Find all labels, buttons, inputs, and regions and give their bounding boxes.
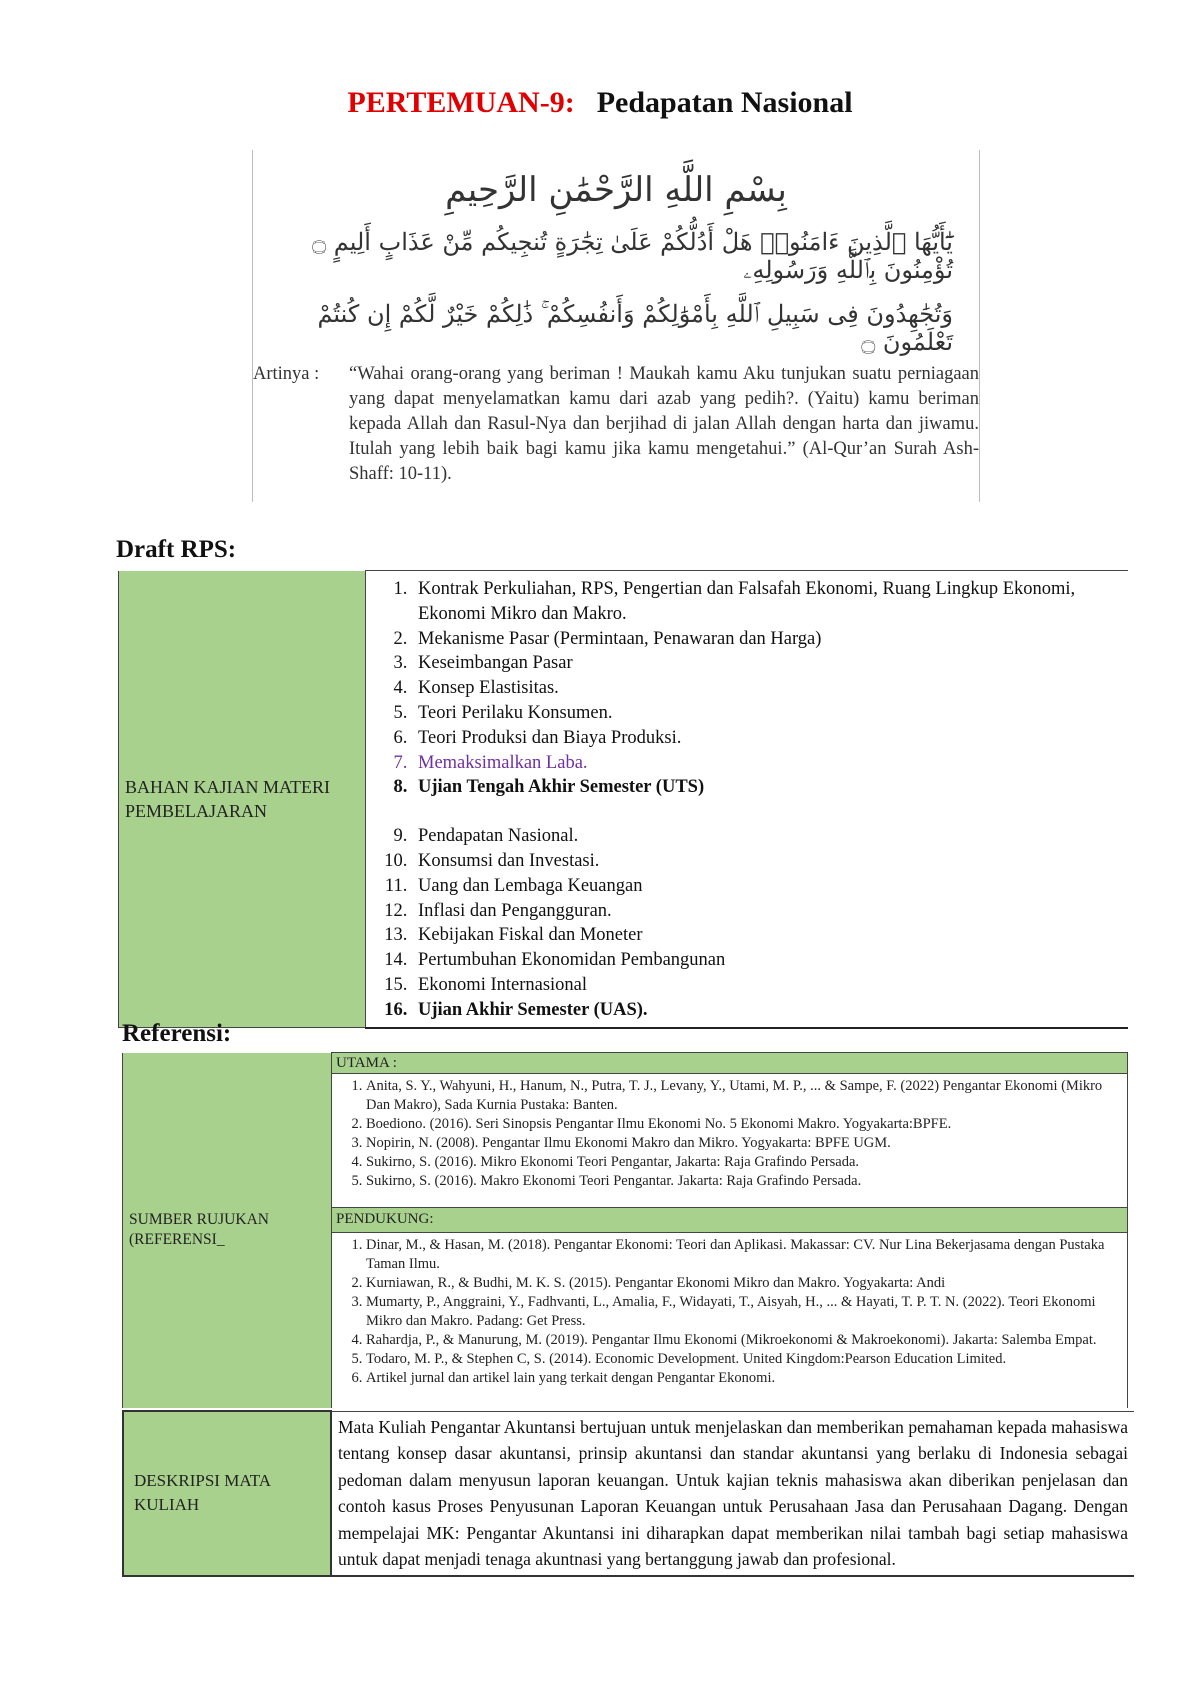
deskripsi-table (122, 1410, 1134, 1577)
topic-item: 13. Kebijakan Fiskal dan Moneter (412, 923, 1120, 948)
topic-item: 4. Konsep Elastisitas. (412, 676, 1120, 701)
topics-cell (366, 571, 1129, 1028)
referensi-heading: Referensi: (122, 1020, 232, 1047)
topics-list (368, 577, 1120, 1023)
meeting-topic: Pedapatan Nasional (596, 86, 853, 119)
referensi-table (122, 1052, 1128, 1408)
topic-item-uts: 8. Ujian Tengah Akhir Semester (UTS) (412, 775, 1120, 800)
ayah-line-1: يَٰٓأَيُّهَا ٱلَّذِينَ ءَامَنُوا۟ هَلْ أَدُلُّكُمْ عَلَىٰ تِجَٰرَةٍ تُنجِيكُم مِّنْ عَذَابٍ أَلِيمٍ ۝ تُؤْمِنُونَ بِٱللَّهِ وَرَسُولِهِۦ (312, 228, 953, 284)
topic-item: 10. Konsumsi dan Investasi. (412, 849, 1120, 874)
bahan-kajian-label: BAHAN KAJIAN MATERI PEMBELAJARAN (119, 571, 366, 1028)
reference-item: 1. Anita, S. Y., Wahyuni, H., Hanum, N., Putra, T. J., Levany, Y., Utami, M. P., ... & Sampe, F. (2022) Pengantar Ekonomi (Mikro Dan Makro), Sada Kurnia Pustaka: Banten. (366, 1077, 1121, 1115)
reference-item: 3. Nopirin, N. (2008). Pengantar Ilmu Ekonomi Makro dan Mikro. Yogyakarta: BPFE UGM. (366, 1134, 1121, 1153)
reference-item: 5. Sukirno, S. (2016). Makro Ekonomi Teori Pengantar. Jakarta: Raja Grafindo Persada. (366, 1172, 1121, 1191)
reference-item: 5. Todaro, M. P., & Stephen C, S. (2014). Economic Development. United Kingdom:Pearson Education Limited. (366, 1350, 1121, 1369)
topic-item-uas: 16. Ujian Akhir Semester (UAS). (412, 998, 1120, 1023)
translation-text: “Wahai orang-orang yang beriman ! Maukah kamu Aku tunjukan suatu perniagaan yang dapat menyelamatkan kamu dari azab yang pedih?. (Yaitu) kamu beriman kepada Allah dan Rasul-Nya dan berjihad di jalan Allah dengan harta dan jiwamu. Itulah yang lebih baik bagi kamu jika kamu mengetahui.” (Al-Qur’an Surah Ash-Shaff: 10-11). (349, 364, 979, 484)
topic-item: 14. Pertumbuhan Ekonomidan Pembangunan (412, 948, 1120, 973)
draft-rps-table (118, 570, 1128, 1029)
reference-item: 3. Mumarty, P., Anggraini, Y., Fadhvanti, L., Amalia, F., Widayati, T., Aisyah, H., ... & Hayati, T. P. T. N. (2022). Teori Ekonomi Mikro dan Makro. Padang: Get Press. (366, 1293, 1121, 1331)
pendukung-label: PENDUKUNG: (332, 1207, 1128, 1232)
verse-translation (253, 362, 981, 487)
topic-item: 2. Mekanisme Pasar (Permintaan, Penawaran dan Harga) (412, 627, 1120, 652)
pendukung-cell (332, 1232, 1128, 1408)
topic-item: 11. Uang dan Lembaga Keuangan (412, 874, 1120, 899)
topic-item: 6. Teori Produksi dan Biaya Produksi. (412, 726, 1120, 751)
topic-item: 7. Memaksimalkan Laba. (412, 751, 1120, 776)
utama-label: UTAMA : (332, 1053, 1128, 1074)
translation-label: Artinya : (253, 364, 320, 384)
quran-verse-block (252, 150, 980, 502)
topic-item: 15. Ekonomi Internasional (412, 973, 1120, 998)
topic-item: 5. Teori Perilaku Konsumen. (412, 701, 1120, 726)
meeting-number: PERTEMUAN-9: (347, 86, 575, 119)
bismillah: بِسْمِ اللَّهِ الرَّحْمَٰنِ الرَّحِيمِ (445, 170, 787, 210)
topic-item: 12. Inflasi dan Pengangguran. (412, 899, 1120, 924)
topic-item: 9. Pendapatan Nasional. (412, 824, 1120, 849)
deskripsi-label: DESKRIPSI MATA KULIAH (123, 1411, 331, 1576)
reference-item: 2. Kurniawan, R., & Budhi, M. K. S. (2015). Pengantar Ekonomi Mikro dan Makro. Yogyakarta: Andi (366, 1274, 1121, 1293)
reference-item: 2. Boediono. (2016). Seri Sinopsis Pengantar Ilmu Ekonomi No. 5 Ekonomi Makro. Yogyakarta:BPFE. (366, 1115, 1121, 1134)
utama-list (332, 1077, 1121, 1191)
pendukung-list (332, 1236, 1121, 1388)
reference-item: 4. Rahardja, P., & Manurung, M. (2019). Pengantar Ilmu Ekonomi (Mikroekonomi & Makroekonomi). Jakarta: Salemba Empat. (366, 1331, 1121, 1350)
topic-item: 1. Kontrak Perkuliahan, RPS, Pengertian dan Falsafah Ekonomi, Ruang Lingkup Ekonomi, Ekonomi Mikro dan Makro. (412, 577, 1120, 627)
utama-cell (332, 1074, 1128, 1208)
deskripsi-text: Mata Kuliah Pengantar Akuntansi bertujuan untuk menjelaskan dan memberikan pemahaman kepada mahasiswa tentang konsep dasar akuntansi, prinsip akuntansi dan standar akuntansi yang berlaku di Indonesia sebagai pedoman dalam menyusun laporan keuangan. Untuk kajian teknis mahasiswa akan diberikan penjelasan dan contoh kasus Proses Penyusunan Laporan Keuangan untuk Perusahaan Jasa dan Perusahaan Dagang. Dengan mempelajai MK: Pengantar Akuntansi ini diharapkan dapat memberikan nilai tambah bagi setiap mahasiswa untuk dapat menjadi tenaga akuntnasi yang bertanggung jawab dan profesional. (331, 1411, 1134, 1576)
sumber-rujukan-label: SUMBER RUJUKAN (REFERENSI_ (123, 1053, 332, 1409)
draft-rps-heading: Draft RPS: (116, 536, 237, 563)
reference-item: 1. Dinar, M., & Hasan, M. (2018). Pengantar Ekonomi: Teori dan Aplikasi. Makassar: CV. Nur Lina Bekerjasama dengan Pustaka Taman Ilmu. (366, 1236, 1121, 1274)
topic-item: 3. Keseimbangan Pasar (412, 651, 1120, 676)
reference-item: 4. Sukirno, S. (2016). Mikro Ekonomi Teori Pengantar, Jakarta: Raja Grafindo Persada. (366, 1153, 1121, 1172)
ayah-line-2: وَتُجَٰهِدُونَ فِى سَبِيلِ ٱللَّهِ بِأَمْوَٰلِكُمْ وَأَنفُسِكُمْ ۚ ذَٰلِكُمْ خَيْرٌ لَّكُمْ إِن كُنتُمْ تَعْلَمُونَ ۝ (317, 300, 953, 356)
reference-item: 6. Artikel jurnal dan artikel lain yang terkait dengan Pengantar Ekonomi. (366, 1369, 1121, 1388)
page-title (0, 86, 1200, 120)
